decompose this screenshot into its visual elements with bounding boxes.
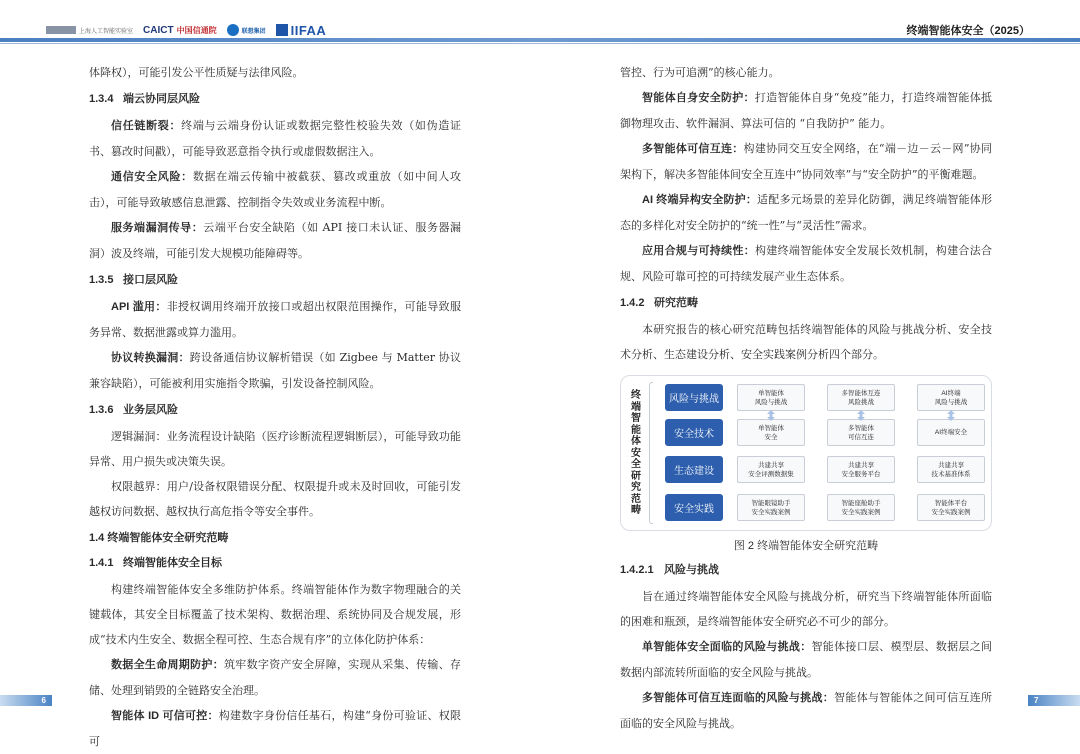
paragraph-self-protection: 智能体自身安全防护：打造智能体自身“免疫”能力，打造终端智能体抵御物理攻击、软件漏洞、算法可信的 “自我防护” 能力。 [620, 91, 993, 130]
diagram-box-4-3: 智能体平台 安全实践案例 [917, 494, 985, 521]
page-number-right: 7 [1028, 695, 1080, 706]
bidirectional-arrow-icon [856, 410, 866, 421]
diagram-box-2-3: AI终端安全 [917, 419, 985, 446]
paragraph-comm-security: 通信安全风险：数据在端云传输中被截获、篡改或重放（如中间人攻击），可能导致敏感信息泄露、控制指令失效或业务流程中断。 [89, 170, 461, 209]
diagram-box-3-1: 共建共享 安全评测数据集 [737, 456, 805, 483]
right-page-column [620, 60, 992, 736]
paragraph-ai-terminal: AI 终端异构安全防护：适配多元场景的差异化防御，满足终端智能体形态的多样化对安全防护的“统一性”与“灵活性”需求。 [620, 193, 993, 232]
paragraph: 管控、行为可追溯”的核心能力。 [620, 66, 780, 79]
logo-row [46, 22, 326, 38]
paragraph-privilege: 权限越界：用户/设备权限错误分配、权限提升或未及时回收，可能引发越权访问数据、越权执行高危指令等安全事件。 [89, 480, 461, 518]
section-heading-1-4-2: 1.4.2 研究范畴 [620, 297, 698, 309]
diagram-vertical-label: 终 端 智 能 体 安 全 研 究 范 畴 [631, 390, 641, 516]
paragraph-protocol-vuln: 协议转换漏洞：跨设备通信协议解析错误（如 Zigbee 与 Matter 协议兼容缺陷），可能被利用实施指令欺骗，引发设备控制风险。 [89, 351, 461, 390]
paragraph-multi-agent: 多智能体可信互连：构建协同交互安全网络，在“端－边－云－网”协同架构下，解决多智能体间安全互连中“协同效率”与“安全防护”的平衡难题。 [620, 142, 993, 181]
paragraph-trust-chain: 信任链断裂：终端与云端身份认证或数据完整性校验失效（如伪造证书、篡改时间戳），可能导致恶意指令执行或虚假数据注入。 [89, 119, 462, 158]
section-heading-1-3-5: 1.3.5 接口层风险 [89, 274, 178, 286]
section-heading-1-4: 1.4 终端智能体安全研究范畴 [89, 532, 229, 544]
paragraph-risk-challenge: 旨在通过终端智能体安全风险与挑战分析，研究当下终端智能体所面临的困难和瓶颈，是终端智能体安全研究必不可少的部分。 [620, 590, 992, 628]
diagram-box-4-2: 智能座舱助手 安全实践案例 [827, 494, 895, 521]
paragraph-agent-id: 智能体 ID 可信可控：构建数字身份信任基石，构建“身份可验证、权限可 [89, 709, 461, 748]
paragraph-security-goal: 构建终端智能体安全多维防护体系。终端智能体作为数字物理融合的关键载体，其安全目标覆盖了技术架构、数据治理、系统协同及合规发展，形成“技术内生安全、数据全程可控、生态合规有序”的立体化防护体系： [89, 583, 461, 646]
paragraph-single-agent-risk: 单智能体安全面临的风险与挑战：智能体接口层、模型层、数据层之间数据内部流转所面临的安全风险与挑战。 [620, 640, 992, 679]
lenovo-group-logo: 联想集团 [227, 24, 266, 36]
paragraph-compliance: 应用合规与可持续性：构建终端智能体安全发展长效机制，构建合法合规、风险可靠可控的可持续发展产业生态体系。 [620, 244, 992, 283]
figure-caption: 图 2 终端智能体安全研究范畴 [733, 540, 879, 552]
section-heading-1-3-6: 1.3.6 业务层风险 [89, 404, 178, 416]
section-heading-1-4-2-1: 1.4.2.1 风险与挑战 [620, 564, 719, 576]
diagram-box-2-1: 单智能体 安全 [737, 419, 805, 446]
diagram-category-2: 安全技术 [665, 419, 723, 446]
caict-logo: CAICT 中国信通院 [143, 24, 217, 36]
diagram-category-4: 安全实践 [665, 494, 723, 521]
page-number-left: 6 [0, 695, 52, 706]
diagram-box-1-1: 单智能体 风险与挑战 [737, 384, 805, 411]
header-divider [0, 38, 1080, 42]
paragraph-research-scope: 本研究报告的核心研究范畴包括终端智能体的风险与挑战分析、安全技术分析、生态建设分析、安全实践案例分析四个部分。 [620, 323, 992, 361]
paragraph-data-lifecycle: 数据全生命周期防护：筑牢数字资产安全屏障，实现从采集、传输、存储、处理到销毁的全链路安全治理。 [89, 658, 461, 697]
paragraph-api-abuse: API 滥用：非授权调用终端开放接口或超出权限范围操作，可能导致服务异常、数据泄露或算力滥用。 [89, 300, 461, 339]
iifaa-logo: IIFAA [276, 23, 327, 38]
diagram-box-4-1: 智能眼镜助手 安全实践案例 [737, 494, 805, 521]
page-header [0, 0, 1080, 44]
bidirectional-arrow-icon [766, 410, 776, 421]
research-scope-diagram [620, 375, 992, 531]
diagram-box-1-2: 多智能体互连 风险挑战 [827, 384, 895, 411]
shanghai-ai-lab-logo: 上海人工智能实验室 [46, 26, 133, 35]
diagram-bracket [649, 382, 653, 524]
diagram-box-2-2: 多智能体 可信互连 [827, 419, 895, 446]
paragraph-server-vuln: 服务端漏洞传导：云端平台安全缺陷（如 API 接口未认证、服务器漏洞）波及终端，可能引发大规模功能障碍等。 [89, 221, 462, 260]
diagram-box-1-3: AI终端 风险与挑战 [917, 384, 985, 411]
section-heading-1-3-4: 1.3.4 端云协同层风险 [89, 93, 200, 105]
bidirectional-arrow-icon [946, 410, 956, 421]
diagram-box-3-3: 共建共享 技术基准体系 [917, 456, 985, 483]
diagram-box-3-2: 共建共享 安全服务平台 [827, 456, 895, 483]
diagram-category-3: 生态建设 [665, 456, 723, 483]
paragraph-multi-agent-risk: 多智能体可信互连面临的风险与挑战：智能体与智能体之间可信互连所面临的安全风险与挑战。 [620, 691, 993, 730]
section-heading-1-4-1: 1.4.1 终端智能体安全目标 [89, 557, 222, 569]
diagram-category-1: 风险与挑战 [665, 384, 723, 411]
document-title: 终端智能体安全（2025） [906, 25, 1030, 37]
header-divider-thin [0, 43, 1080, 44]
paragraph: 体降权），可能引发公平性质疑与法律风险。 [89, 66, 304, 79]
paragraph-logic-flaw: 逻辑漏洞：业务流程设计缺陷（医疗诊断流程逻辑断层），可能导致功能异常、用户损失或决策失误。 [89, 430, 461, 468]
left-page-column [89, 60, 461, 754]
